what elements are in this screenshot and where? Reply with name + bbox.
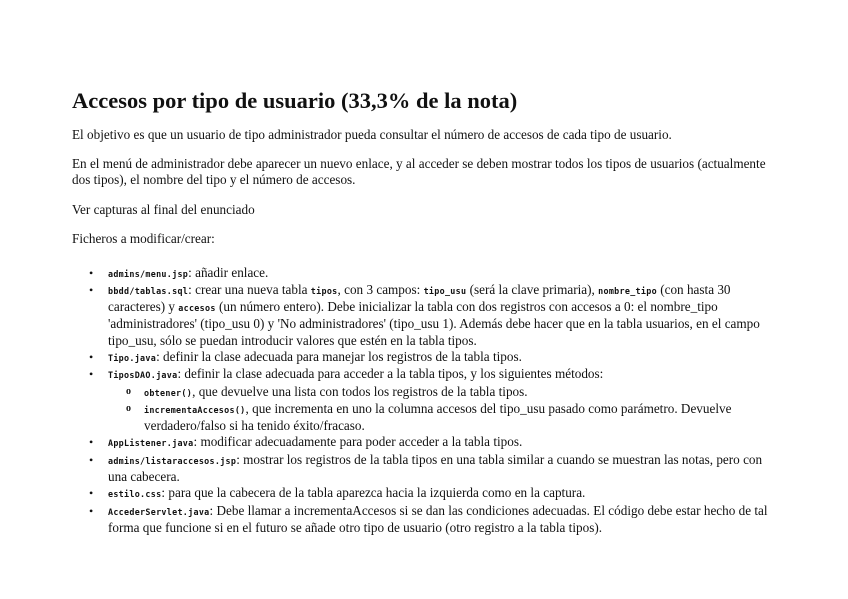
file-name: AppListener.java (108, 438, 194, 449)
objective-paragraph: El objetivo es que un usuario de tipo administrador pueda consultar el número de accesos de cada tipo de usuario. (72, 127, 672, 142)
item-text: : definir la clase adecuada para manejar los registros de la tabla tipos. (156, 348, 522, 364)
list-item (72, 452, 778, 486)
item-text: : Debe llamar a incrementaAccesos si se dan las condiciones adecuadas. El código debe estar hecho de tal forma que funcione si en el futuro se añade otro tipo de usuario (otro registro a la tabla tipos). (108, 502, 768, 535)
files-list (72, 265, 778, 537)
list-item (72, 434, 778, 451)
list-item (72, 503, 778, 537)
item-text: : añadir enlace. (188, 264, 269, 280)
method-text: , que incrementa en uno la columna accesos del tipo_usu pasado como parámetro. Devuelve verdadero/falso si ha tenido éxito/fracaso. (144, 400, 732, 434)
method-text: , que devuelve una lista con todos los registros de la tabla tipos. (192, 383, 528, 399)
file-name: admins/listaraccesos.jsp (108, 455, 237, 466)
list-item (72, 349, 778, 366)
method-item (108, 401, 778, 435)
page-title: Accesos por tipo de usuario (33,3% de la nota) (72, 88, 518, 113)
file-name: admins/menu.jsp (108, 268, 189, 279)
see-captures-paragraph: Ver capturas al final del enunciado (72, 201, 255, 217)
item-text: (con hasta 30 caracteres) y (108, 281, 731, 315)
file-name: bbdd/tablas.sql (108, 285, 189, 296)
inline-code: accesos (178, 303, 216, 314)
document-body (72, 88, 778, 536)
item-text: (será la clave primaria), (466, 281, 599, 297)
item-text: : para que la cabecera de la tabla aparezca hacia la izquierda como en la captura. (161, 485, 586, 501)
file-name: TiposDAO.java (108, 370, 178, 381)
file-name: estilo.css (108, 489, 162, 500)
list-item (72, 366, 778, 434)
item-text: : crear una nueva tabla (188, 281, 311, 297)
methods-list (108, 384, 778, 435)
item-text: : definir la clase adecuada para acceder a la tabla tipos, y los siguientes métodos: (177, 366, 604, 382)
item-text: : mostrar los registros de la tabla tipos en una tabla similar a cuando se muestran las notas, pero con una cabecera. (108, 451, 763, 485)
list-item (72, 265, 778, 282)
files-heading: Ficheros a modificar/crear: (72, 231, 215, 246)
item-text: , con 3 campos: (337, 281, 424, 297)
method-name: incrementaAccesos() (144, 404, 246, 415)
inline-code: tipos (310, 285, 338, 296)
list-item (72, 282, 778, 349)
menu-paragraph: En el menú de administrador debe aparecer un nuevo enlace, y al acceder se deben mostrar todos los tipos de usuarios (actualmente dos tipos), el nombre del tipo y el número de accesos. (72, 155, 766, 187)
method-name: obtener() (144, 387, 193, 398)
method-item (108, 384, 778, 401)
file-name: AccederServlet.java (108, 506, 210, 517)
item-text: : modificar adecuadamente para poder acceder a la tabla tipos. (193, 434, 523, 450)
inline-code: nombre_tipo (598, 285, 657, 296)
list-item (72, 485, 778, 502)
inline-code: tipo_usu (423, 285, 467, 296)
file-name: Tipo.java (108, 352, 157, 363)
item-text: (un número entero). Debe inicializar la tabla con dos registros con accesos a 0: el nombre_tipo 'administradores' (tipo_usu 0) y 'No administradores' (tipo_usu 1). Además debe hacer que en la tabla usuarios, en el campo tipo_usu, sólo se puedan introducir valores que estén en la tabla tipos. (108, 299, 760, 348)
